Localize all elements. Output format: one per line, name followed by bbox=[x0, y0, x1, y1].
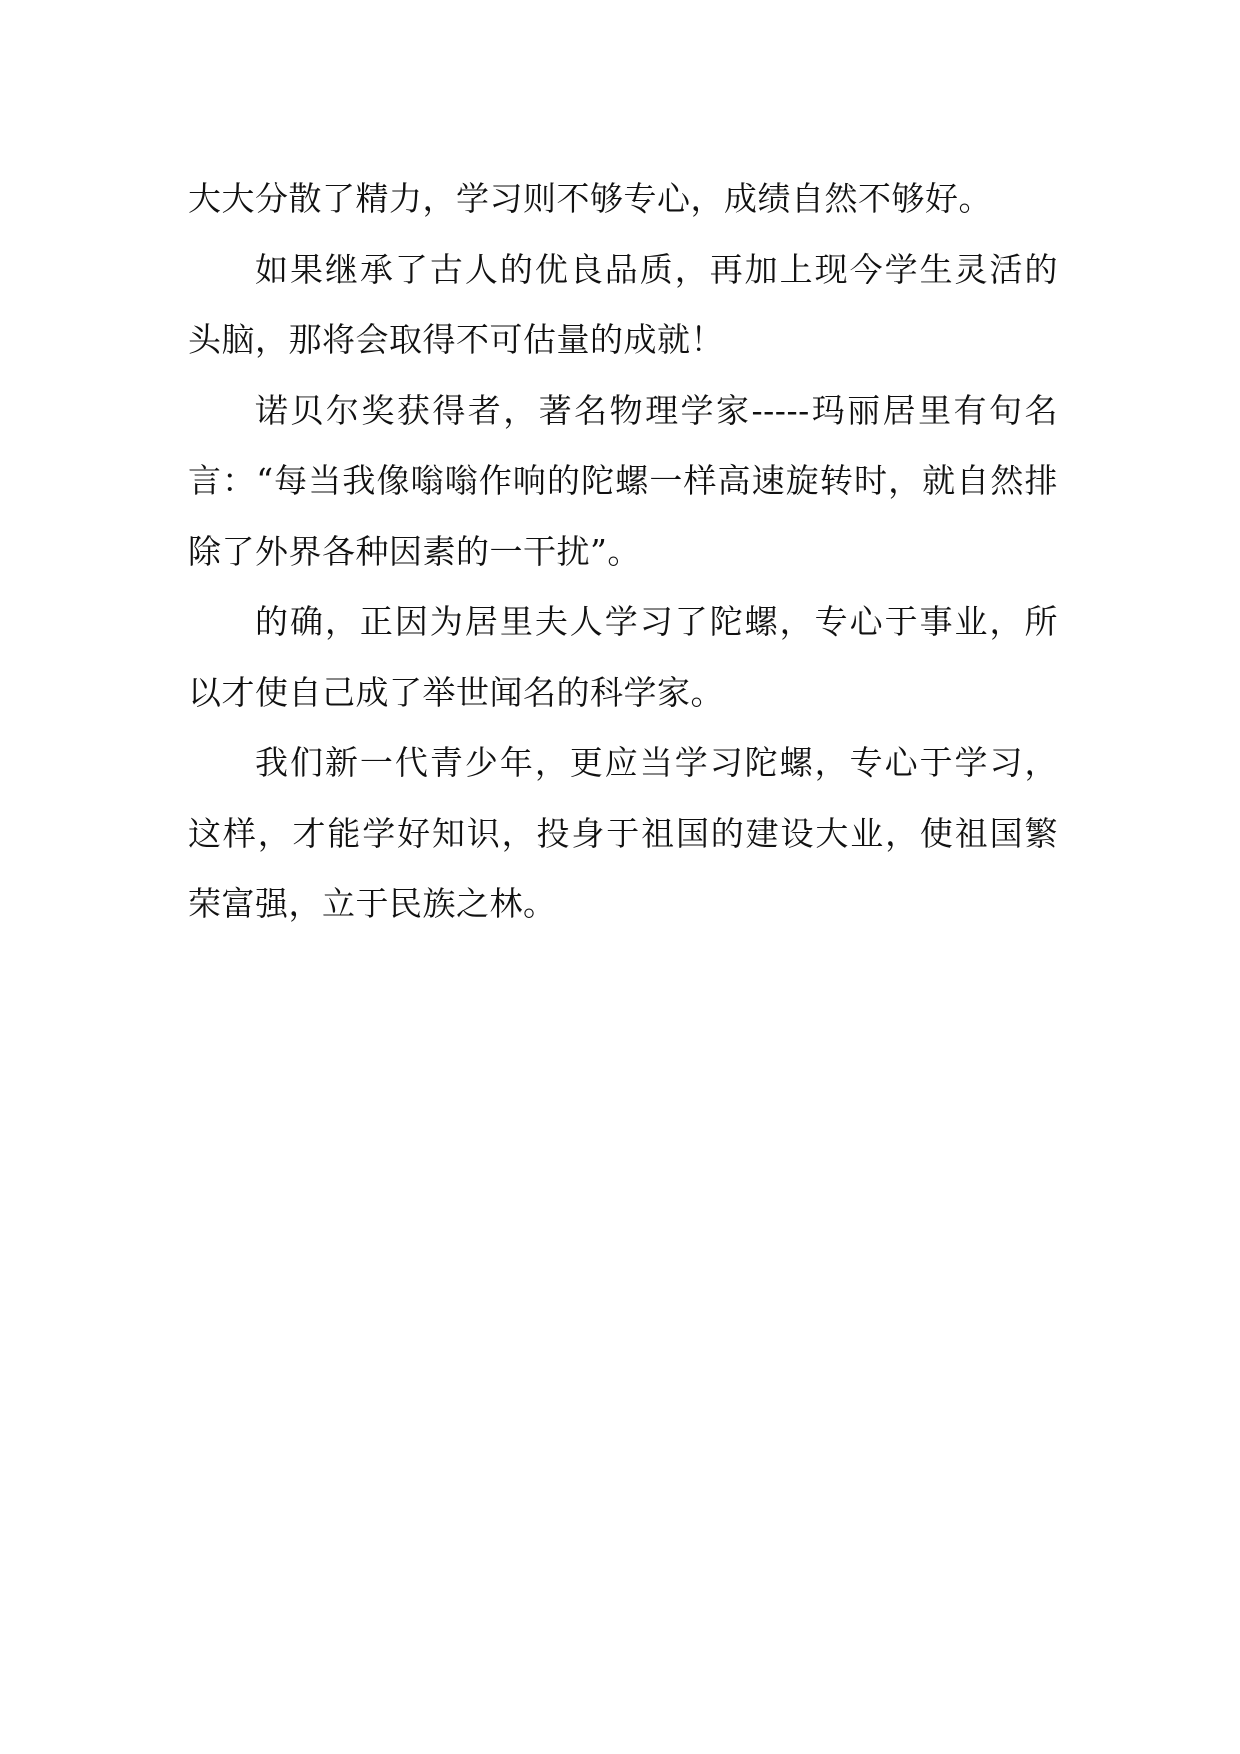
paragraph: 大大分散了精力，学习则不够专心，成绩自然不够好。 bbox=[188, 179, 992, 218]
body-text bbox=[188, 164, 1058, 940]
paragraph: 的确，正因为居里夫人学习了陀螺，专心于事业，所以才使自己成了举世闻名的科学家。 bbox=[188, 602, 1058, 712]
paragraph: 诺贝尔奖获得者，著名物理学家-----玛丽居里有句名言：“每当我像嗡嗡作响的陀螺一样高速旋转时，就自然排除了外界各种因素的一干扰”。 bbox=[188, 390, 1058, 571]
paragraph: 如果继承了古人的优良品质，再加上现今学生灵活的头脑，那将会取得不可估量的成就！ bbox=[188, 249, 1058, 359]
paragraph: 我们新一代青少年，更应当学习陀螺，专心于学习，这样，才能学好知识，投身于祖国的建设大业，使祖国繁荣富强，立于民族之林。 bbox=[188, 743, 1058, 923]
